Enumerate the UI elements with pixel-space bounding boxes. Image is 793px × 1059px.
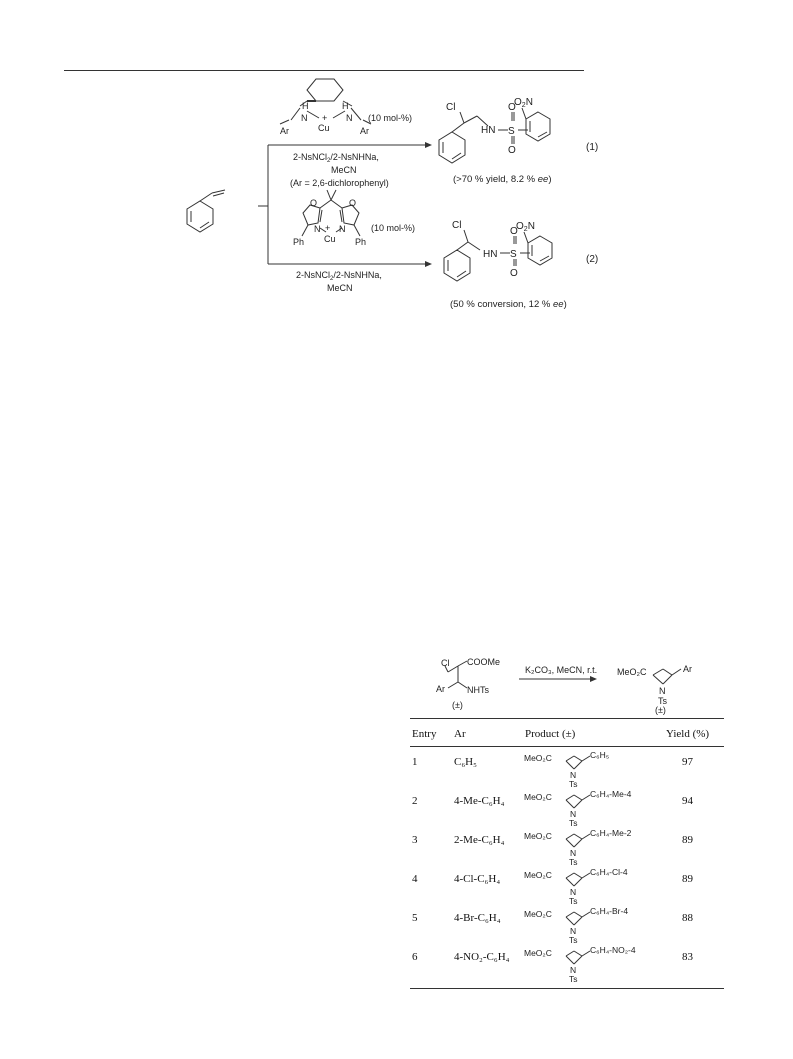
cell-ar: 4-Me-C₆H₄ bbox=[454, 795, 505, 807]
table-rule-header bbox=[410, 746, 724, 747]
cell-ar: 4-NO₂-C₆H₄ bbox=[454, 951, 510, 963]
product2-o-bottom: O bbox=[510, 268, 518, 279]
cat1-h-right: H bbox=[342, 101, 349, 111]
pr-n: N bbox=[659, 686, 666, 696]
product-meo2c: MeO₂C bbox=[524, 831, 552, 841]
product-meo2c: MeO₂C bbox=[524, 909, 552, 919]
pr-ar: Ar bbox=[683, 664, 692, 674]
product-structure bbox=[524, 752, 664, 788]
product-aryl: C₆H₄-Br-4 bbox=[590, 908, 629, 916]
cell-entry: 5 bbox=[412, 912, 418, 924]
sm-nhts: NHTs bbox=[467, 685, 489, 695]
cat1-n-right: N bbox=[346, 113, 353, 123]
product2-o-top: O bbox=[510, 226, 518, 237]
product-ts: Ts bbox=[569, 818, 578, 827]
header-product: Product (±) bbox=[525, 728, 576, 740]
table-row bbox=[410, 752, 724, 795]
header-entry: Entry bbox=[412, 728, 437, 740]
product-structure bbox=[524, 869, 664, 905]
cat2-ph-left: Ph bbox=[293, 237, 305, 247]
result-1: (>70 % yield, 8.2 % ee) bbox=[453, 174, 552, 185]
cell-entry: 4 bbox=[412, 873, 418, 885]
cat1-plus: + bbox=[322, 113, 328, 123]
cell-ar: 4-Br-C₆H₄ bbox=[454, 912, 501, 924]
pr-meo2c: MeO₂C bbox=[617, 667, 647, 677]
cat1-n-left: N bbox=[301, 113, 308, 123]
cell-ar: 4-Cl-C₆H₄ bbox=[454, 873, 501, 885]
cat2-n-right: N bbox=[339, 224, 346, 234]
conditions-1-ar-definition: (Ar = 2,6-dichlorophenyl) bbox=[290, 178, 389, 188]
product-meo2c: MeO₂C bbox=[524, 870, 552, 880]
pr-ts: Ts bbox=[658, 696, 667, 706]
product-aryl: C₆H₅ bbox=[590, 752, 610, 760]
table-row bbox=[410, 830, 724, 873]
pr-racemic: (±) bbox=[655, 705, 666, 715]
cat1-ar-left: Ar bbox=[280, 126, 289, 136]
product-ts: Ts bbox=[569, 779, 578, 788]
table-row bbox=[410, 908, 724, 951]
product-n: N bbox=[570, 770, 577, 780]
cell-yield: 88 bbox=[682, 912, 693, 924]
cat2-ph-right: Ph bbox=[355, 237, 367, 247]
reaction-conditions: K₂CO₃, MeCN, r.t. bbox=[525, 665, 598, 675]
product-aryl: C₆H₄-Me-2 bbox=[590, 830, 632, 838]
conditions-2-reagents: 2-NsNCl$_2$/2-NsNHNa, bbox=[296, 270, 382, 282]
cell-yield: 97 bbox=[682, 756, 693, 768]
cell-ar: C₆H₅ bbox=[454, 756, 477, 768]
product1-nitro: $O_2N$ bbox=[514, 97, 533, 109]
sm-racemic: (±) bbox=[452, 700, 463, 710]
conditions-2-solvent: MeCN bbox=[327, 283, 353, 293]
result-2: (50 % conversion, 12 % ee) bbox=[450, 299, 567, 310]
table-row bbox=[410, 869, 724, 912]
reaction-scheme bbox=[0, 0, 793, 330]
product2-nitro: $O_2N$ bbox=[516, 221, 535, 233]
cat1-loading: (10 mol-%) bbox=[368, 113, 413, 123]
cat2-n-left: N bbox=[314, 224, 321, 234]
product-structure bbox=[524, 791, 664, 827]
cell-yield: 83 bbox=[682, 951, 693, 963]
product-aryl: C₆H₄-Cl-4 bbox=[590, 869, 628, 877]
product1-cl: Cl bbox=[446, 102, 456, 113]
product1-o-bottom: O bbox=[508, 145, 516, 156]
product-ts: Ts bbox=[569, 974, 578, 983]
cell-entry: 2 bbox=[412, 795, 418, 807]
header-yield: Yield (%) bbox=[666, 728, 710, 740]
product-meo2c: MeO₂C bbox=[524, 792, 552, 802]
cell-entry: 1 bbox=[412, 756, 418, 768]
product-n: N bbox=[570, 809, 577, 819]
product2-hn: HN bbox=[483, 249, 498, 260]
product-meo2c: MeO₂C bbox=[524, 753, 552, 763]
product2-s: S bbox=[510, 249, 517, 260]
cell-ar: 2-Me-C₆H₄ bbox=[454, 834, 505, 846]
product-n: N bbox=[570, 887, 577, 897]
product1-o-top: O bbox=[508, 102, 516, 113]
product-ts: Ts bbox=[569, 935, 578, 944]
table-rule-top bbox=[410, 718, 724, 719]
header-ar: Ar bbox=[454, 728, 466, 740]
product-ts: Ts bbox=[569, 857, 578, 866]
cat1-h-left: H bbox=[302, 101, 309, 111]
product1-s: S bbox=[508, 126, 515, 137]
product1-hn: HN bbox=[481, 125, 496, 136]
cat1-cu: Cu bbox=[318, 123, 330, 133]
cat1-ar-right: Ar bbox=[360, 126, 369, 136]
sm-coome: COOMe bbox=[467, 657, 501, 667]
cell-entry: 3 bbox=[412, 834, 418, 846]
product2-cl: Cl bbox=[452, 220, 462, 231]
cat2-cu: Cu bbox=[324, 234, 336, 244]
table-reaction-header bbox=[410, 652, 724, 716]
product-structure bbox=[524, 908, 664, 944]
conditions-1-solvent: MeCN bbox=[331, 165, 357, 175]
product-aryl: C₆H₄-NO₂-4 bbox=[590, 947, 636, 955]
cat2-loading: (10 mol-%) bbox=[371, 223, 416, 233]
product-structure bbox=[524, 830, 664, 866]
cat2-o-right: O bbox=[349, 198, 357, 208]
equation-2-label: (2) bbox=[586, 254, 599, 265]
product-meo2c: MeO₂C bbox=[524, 948, 552, 958]
sm-ar: Ar bbox=[436, 684, 445, 694]
conditions-1-reagents: 2-NsNCl$_2$/2-NsNHNa, bbox=[293, 152, 379, 164]
product-structure bbox=[524, 947, 664, 983]
cat2-plus: + bbox=[325, 223, 331, 233]
cell-entry: 6 bbox=[412, 951, 418, 963]
table-row bbox=[410, 791, 724, 834]
table-rule-bottom bbox=[410, 988, 724, 989]
product-aryl: C₆H₄-Me-4 bbox=[590, 791, 632, 799]
cell-yield: 89 bbox=[682, 873, 693, 885]
sm-cl: Cl bbox=[441, 658, 450, 668]
cell-yield: 89 bbox=[682, 834, 693, 846]
product-n: N bbox=[570, 965, 577, 975]
product-n: N bbox=[570, 848, 577, 858]
table-row bbox=[410, 947, 724, 990]
product-ts: Ts bbox=[569, 896, 578, 905]
cat2-o-left: O bbox=[310, 198, 318, 208]
equation-1-label: (1) bbox=[586, 142, 599, 153]
cell-yield: 94 bbox=[682, 795, 693, 807]
product-n: N bbox=[570, 926, 577, 936]
